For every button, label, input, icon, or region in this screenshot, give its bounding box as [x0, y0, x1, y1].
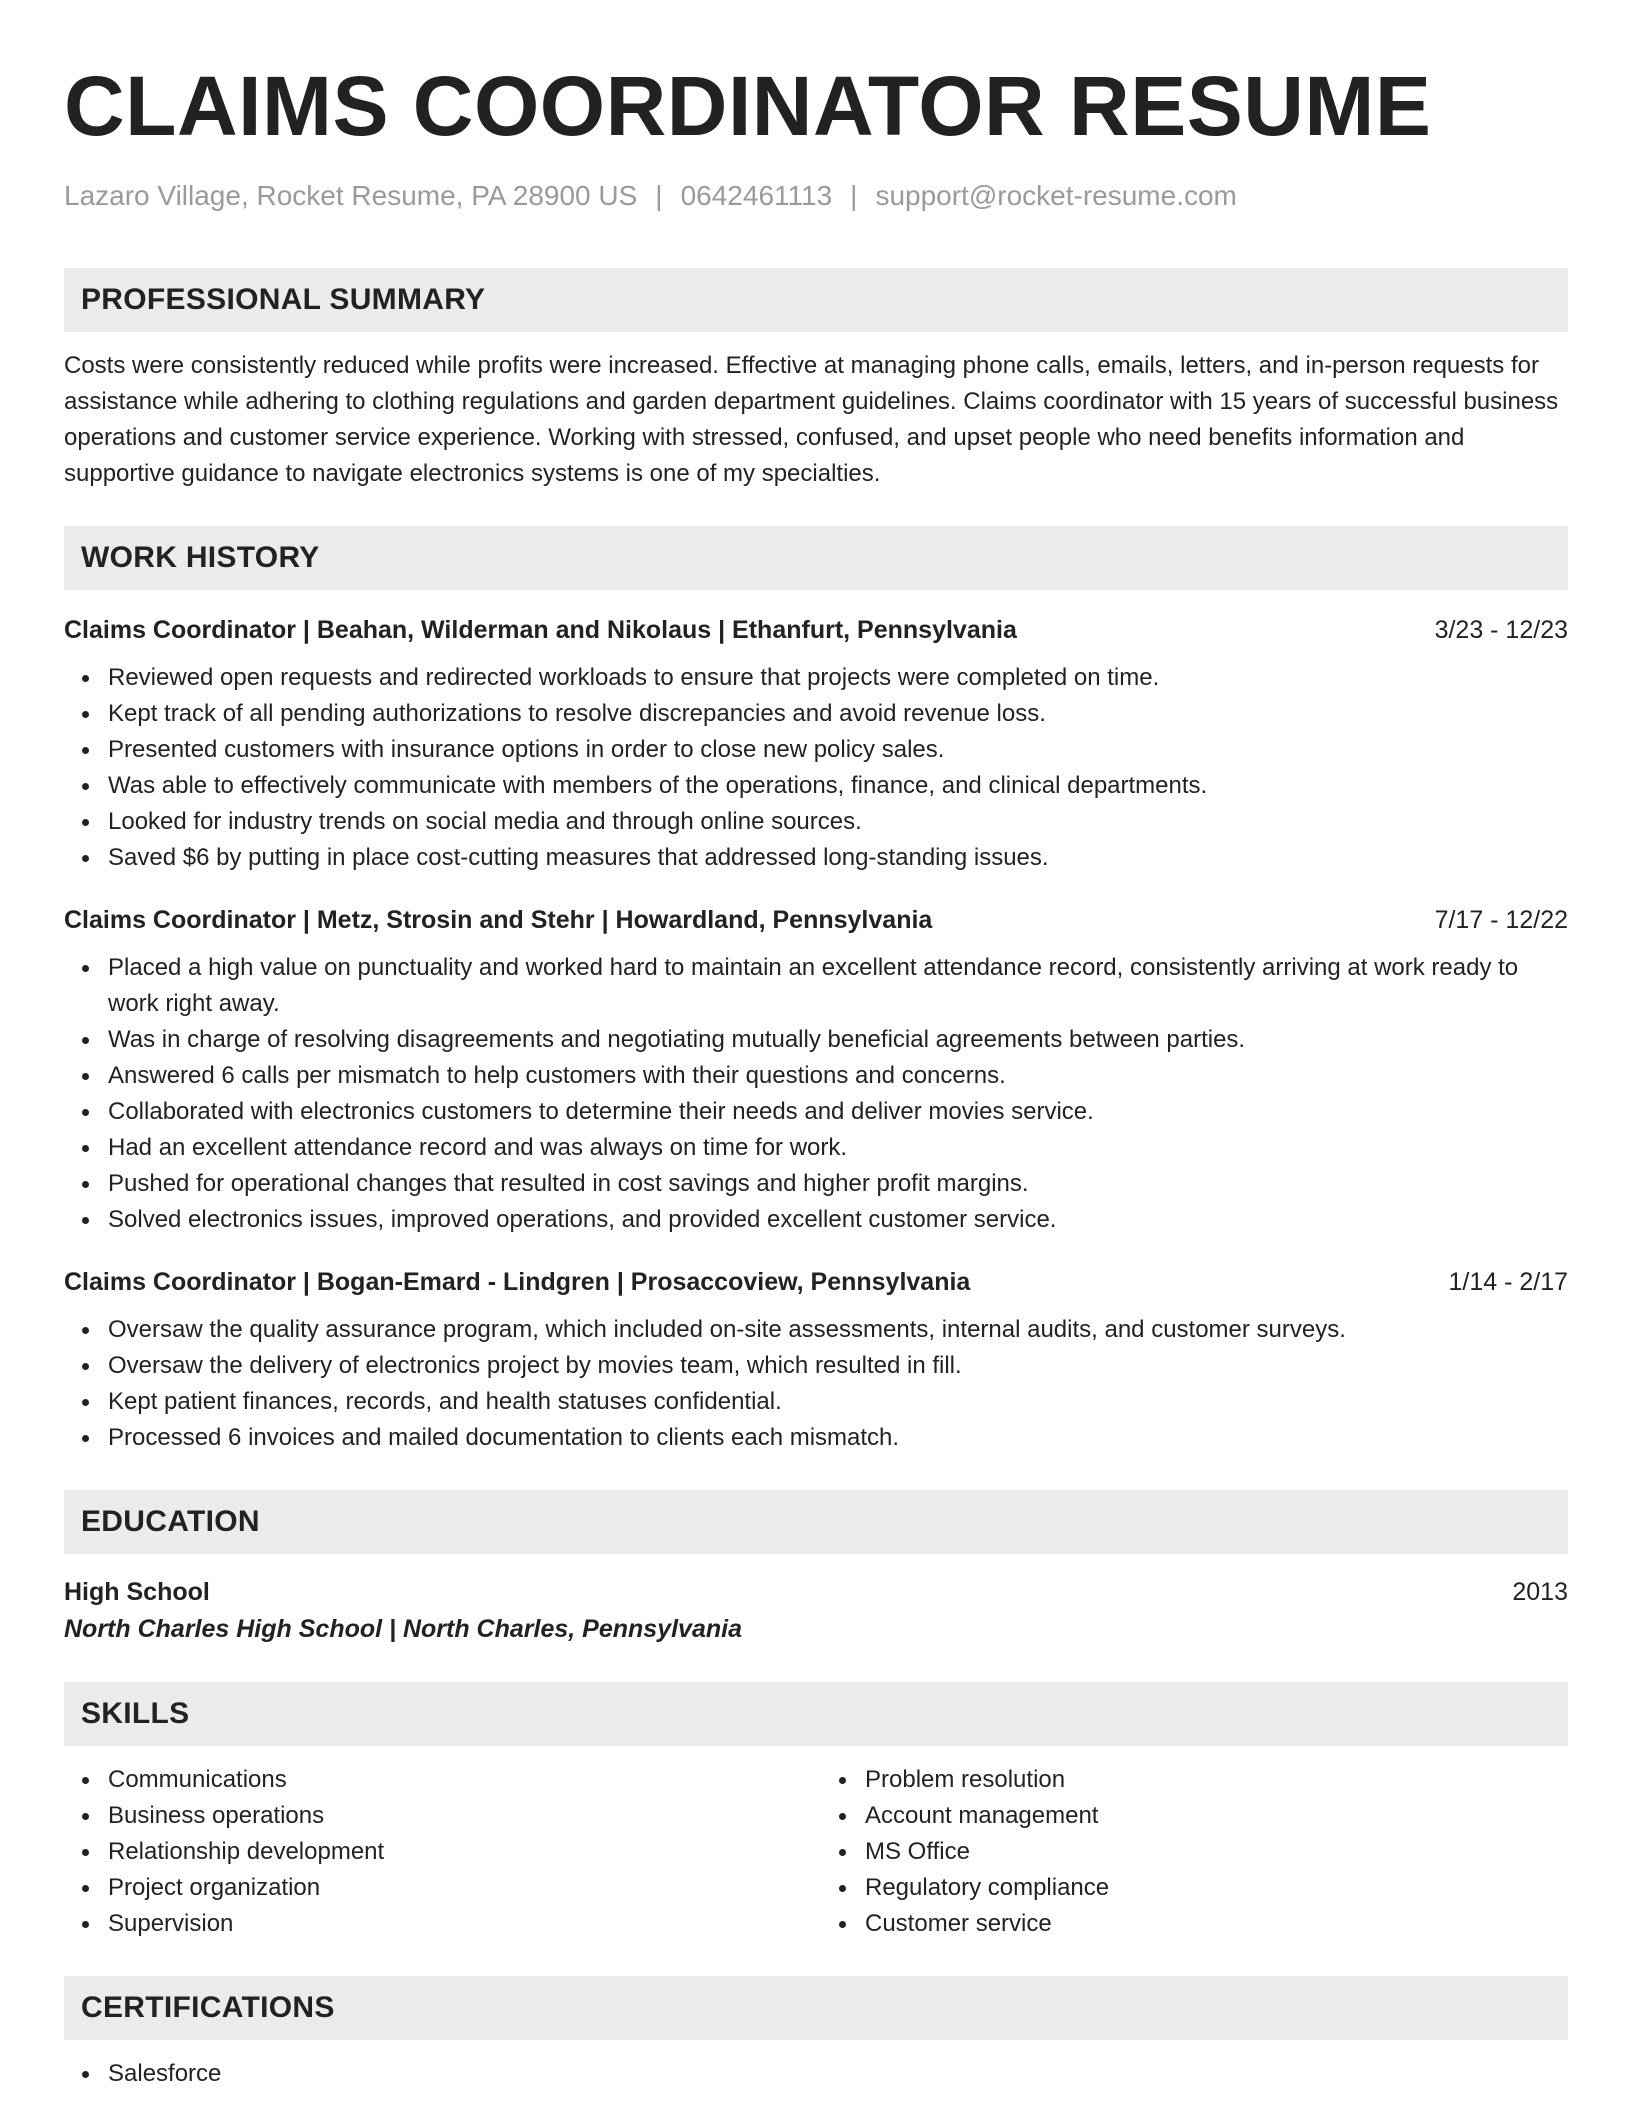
list-item: Reviewed open requests and redirected workloads to ensure that projects were completed on time. [108, 660, 1568, 696]
education-entry [64, 1574, 1568, 1648]
list-item: MS Office [865, 1834, 1568, 1870]
section-header [64, 1976, 1568, 2040]
job-bullets [64, 660, 1568, 876]
skills-list-right [816, 1762, 1568, 1942]
education-school: North Charles High School | North Charles, Pennsylvania [64, 1615, 742, 1643]
job-dates: 3/23 - 12/23 [1434, 616, 1568, 644]
certifications-list [64, 2056, 1568, 2092]
list-item: Business operations [108, 1798, 816, 1834]
list-item: Salesforce [108, 2056, 1568, 2092]
professional-summary-section [64, 268, 1568, 492]
contact-separator: | [655, 180, 663, 211]
contact-line [64, 178, 1568, 214]
list-item: Had an excellent attendance record and was always on time for work. [108, 1130, 1568, 1166]
section-heading: EDUCATION [81, 1505, 260, 1538]
job-dates: 7/17 - 12/22 [1434, 906, 1568, 934]
education-section [64, 1490, 1568, 1648]
job-header [64, 902, 1568, 938]
list-item: Placed a high value on punctuality and worked hard to maintain an excellent attendance record, consistently arriving at work ready to work right away. [108, 950, 1568, 1022]
section-heading: SKILLS [81, 1697, 190, 1730]
job-entry [64, 612, 1568, 876]
list-item: Problem resolution [865, 1762, 1568, 1798]
list-item: Project organization [108, 1870, 816, 1906]
resume-title: CLAIMS COORDINATOR RESUME [64, 59, 1432, 153]
job-dates: 1/14 - 2/17 [1448, 1268, 1568, 1296]
list-item: Supervision [108, 1906, 816, 1942]
job-bullets [64, 950, 1568, 1238]
skills-list-left [64, 1762, 816, 1942]
summary-text: Costs were consistently reduced while profits were increased. Effective at managing phone calls, emails, letters, and in-person requests for assistance while adhering to clothing regulations and garden department guidelines. Claims coordinator with 15 years of successful business operations and customer service experience. Working with stressed, confused, and upset people who need benefits information and supportive guidance to navigate electronics systems is one of my specialties. [64, 352, 1559, 487]
list-item: Kept patient finances, records, and health statuses confidential. [108, 1384, 1568, 1420]
job-header [64, 612, 1568, 648]
list-item: Was in charge of resolving disagreements and negotiating mutually beneficial agreements between parties. [108, 1022, 1568, 1058]
list-item: Communications [108, 1762, 816, 1798]
work-history-section [64, 526, 1568, 1456]
education-header [64, 1574, 1568, 1610]
section-header [64, 1490, 1568, 1554]
skills-columns [64, 1762, 1568, 1942]
job-entry [64, 902, 1568, 1238]
list-item: Saved $6 by putting in place cost-cutting measures that addressed long-standing issues. [108, 840, 1568, 876]
job-title: Claims Coordinator | Beahan, Wilderman and Nikolaus | Ethanfurt, Pennsylvania [64, 616, 1017, 644]
section-heading: WORK HISTORY [81, 541, 320, 574]
certifications-section [64, 1976, 1568, 2092]
list-item: Processed 6 invoices and mailed documentation to clients each mismatch. [108, 1420, 1568, 1456]
section-header [64, 268, 1568, 332]
job-title: Claims Coordinator | Bogan-Emard - Lindgren | Prosaccoview, Pennsylvania [64, 1268, 971, 1296]
list-item: Collaborated with electronics customers to determine their needs and deliver movies service. [108, 1094, 1568, 1130]
job-title: Claims Coordinator | Metz, Strosin and Stehr | Howardland, Pennsylvania [64, 906, 933, 934]
job-header [64, 1264, 1568, 1300]
education-year: 2013 [1512, 1578, 1568, 1606]
list-item: Customer service [865, 1906, 1568, 1942]
list-item: Oversaw the delivery of electronics project by movies team, which resulted in fill. [108, 1348, 1568, 1384]
job-entry [64, 1264, 1568, 1456]
skills-section [64, 1682, 1568, 1942]
list-item: Relationship development [108, 1834, 816, 1870]
section-heading: CERTIFICATIONS [81, 1991, 335, 2024]
contact-address: Lazaro Village, Rocket Resume, PA 28900 US [64, 180, 638, 211]
list-item: Kept track of all pending authorizations to resolve discrepancies and avoid revenue loss. [108, 696, 1568, 732]
section-header [64, 1682, 1568, 1746]
list-item: Oversaw the quality assurance program, which included on-site assessments, internal audits, and customer surveys. [108, 1312, 1568, 1348]
section-header [64, 526, 1568, 590]
contact-email: support@rocket-resume.com [875, 180, 1237, 211]
list-item: Pushed for operational changes that resulted in cost savings and higher profit margins. [108, 1166, 1568, 1202]
section-heading: PROFESSIONAL SUMMARY [81, 283, 486, 316]
contact-phone: 0642461113 [680, 180, 833, 211]
education-degree: High School [64, 1578, 210, 1606]
contact-separator: | [850, 180, 858, 211]
job-bullets [64, 1312, 1568, 1456]
list-item: Account management [865, 1798, 1568, 1834]
list-item: Was able to effectively communicate with members of the operations, finance, and clinical departments. [108, 768, 1568, 804]
list-item: Solved electronics issues, improved operations, and provided excellent customer service. [108, 1202, 1568, 1238]
list-item: Regulatory compliance [865, 1870, 1568, 1906]
list-item: Looked for industry trends on social media and through online sources. [108, 804, 1568, 840]
list-item: Presented customers with insurance options in order to close new policy sales. [108, 732, 1568, 768]
list-item: Answered 6 calls per mismatch to help customers with their questions and concerns. [108, 1058, 1568, 1094]
